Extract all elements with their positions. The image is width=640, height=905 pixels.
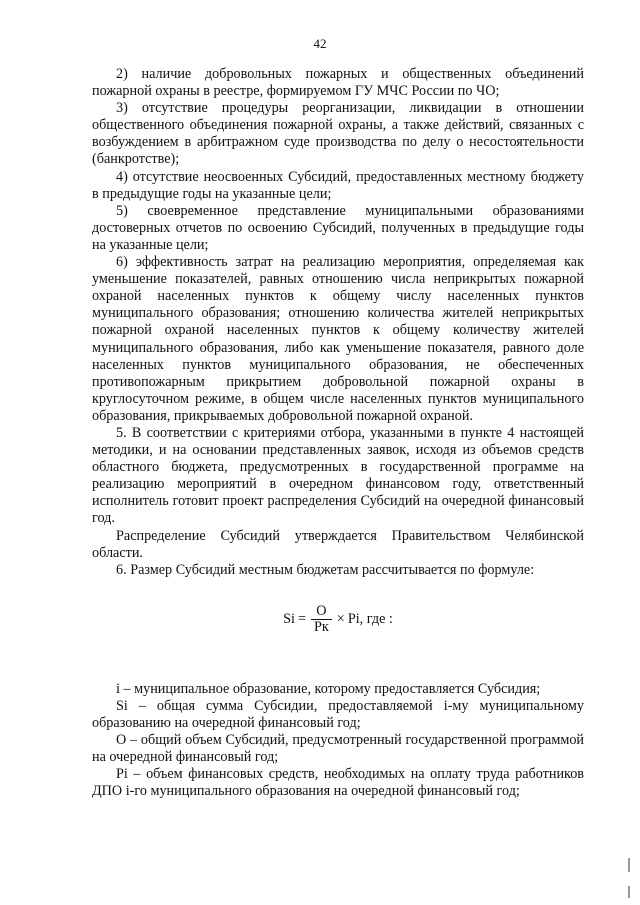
paragraph-approval: Распределение Субсидий утверждается Правительством Челябинской области.	[92, 527, 584, 561]
page-number: 42	[313, 36, 327, 51]
paragraph-item-6: 6) эффективность затрат на реализацию мероприятия, определяемая как уменьшение показателей, равных отношению числа неприкрытых пожарной охраной населенных пунктов к общему числу населенных пунктов муниципального образования; отношению количества жителей неприкрытых пожарной охраной населенных пунктов к общему количеству жителей муниципального образования, либо как уменьшение показателя, равного доле населенных пунктов муниципального образования, не обеспеченных противопожарным прикрытием добровольной пожарной охраны в круглосуточном режиме, в общем числе населенных пунктов муниципального образования, прикрываемых добровольной пожарной охраной.	[92, 254, 584, 424]
definition-si: Si – общая сумма Субсидии, предоставляемой i-му муниципальному образованию на очередной финансовый год;	[92, 697, 584, 731]
formula-times: ×	[336, 611, 345, 628]
paragraph-item-4: 4) отсутствие неосвоенных Субсидий, предоставленных местному бюджету в предыдущие годы на указанные цели;	[92, 168, 584, 202]
scan-edge-mark	[628, 886, 630, 898]
formula-denominator: Рк	[311, 619, 332, 635]
formula-numerator: O	[316, 603, 327, 620]
paragraph-section-5: 5. В соответствии с критериями отбора, указанными в пункте 4 настоящей методики, и на основании представленных заявок, исходя из объемов средств областного бюджета, предусмотренных в государственной программе на реализацию мероприятий в очередном финансовом году, ответственный исполнитель готовит проект распределения Субсидий на очередной финансовый год.	[92, 424, 584, 527]
paragraph-item-5: 5) своевременное представление муниципальными образованиями достоверных отчетов по освоению Субсидий, полученных в предыдущие годы на указанные цели;	[92, 202, 584, 253]
subsidy-formula	[92, 589, 584, 651]
formula-equals: =	[297, 611, 306, 628]
definition-i: i – муниципальное образование, которому предоставляется Субсидия;	[116, 680, 541, 697]
definition-o: O – общий объем Субсидий, предусмотренный государственной программой на очередной финансовый год;	[92, 732, 584, 766]
document-body	[92, 66, 584, 800]
formula-lhs: Si	[283, 611, 295, 628]
paragraph-item-3: 3) отсутствие процедуры реорганизации, ликвидации в отношении общественного объединения пожарной охраны, а также действий, связанных с возбуждением в арбитражном суде производства по делу о несостоятельности (банкротстве);	[92, 100, 584, 168]
scan-edge-mark	[628, 858, 630, 872]
formula-fraction	[311, 604, 332, 635]
definition-pi: Pi – объем финансовых средств, необходимых на оплату труда работников ДПО i-го муниципального образования на очередной финансовый год;	[92, 766, 584, 800]
formula-rhs: Pi, где :	[347, 611, 393, 628]
paragraph-item-2: 2) наличие добровольных пожарных и общественных объединений пожарной охраны в реестре, формируемом ГУ МЧС России по ЧО;	[92, 66, 584, 100]
paragraph-section-6: 6. Размер Субсидий местным бюджетам рассчитывается по формуле:	[116, 561, 535, 578]
